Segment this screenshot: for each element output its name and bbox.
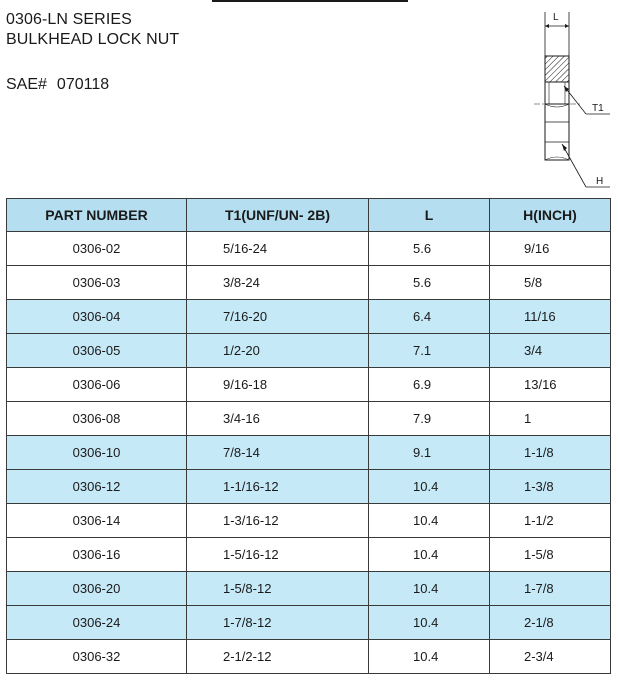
length-cell: 10.4	[369, 606, 490, 640]
hex-cell: 1-3/8	[490, 470, 611, 504]
hex-cell: 1-7/8	[490, 572, 611, 606]
length-cell: 10.4	[369, 640, 490, 674]
sae-number	[6, 75, 109, 95]
length-cell: 6.9	[369, 368, 490, 402]
table-row	[7, 504, 611, 538]
thread-cell: 1/2-20	[187, 334, 369, 368]
top-rule	[212, 0, 408, 2]
length-cell: 9.1	[369, 436, 490, 470]
part-number-cell: 0306-10	[7, 436, 187, 470]
series-title: 0306-LN SERIES	[6, 11, 132, 28]
page-title	[6, 10, 179, 50]
thread-cell: 5/16-24	[187, 232, 369, 266]
hex-cell: 13/16	[490, 368, 611, 402]
part-number-cell: 0306-32	[7, 640, 187, 674]
column-header-l: L	[369, 199, 490, 232]
sae-value: 070118	[56, 76, 110, 93]
sae-label: SAE#	[6, 76, 47, 93]
hex-cell: 1-1/8	[490, 436, 611, 470]
table-row	[7, 606, 611, 640]
part-number-cell: 0306-12	[7, 470, 187, 504]
thread-cell: 1-7/8-12	[187, 606, 369, 640]
table-row	[7, 368, 611, 402]
table-row	[7, 436, 611, 470]
table-row	[7, 232, 611, 266]
hex-cell: 5/8	[490, 266, 611, 300]
hex-cell: 2-3/4	[490, 640, 611, 674]
table-row	[7, 640, 611, 674]
table-header-row	[7, 199, 611, 232]
hex-cell: 11/16	[490, 300, 611, 334]
length-cell: 5.6	[369, 232, 490, 266]
thread-cell: 1-5/8-12	[187, 572, 369, 606]
lock-nut-drawing	[520, 4, 616, 190]
thread-cell: 1-5/16-12	[187, 538, 369, 572]
part-number-cell: 0306-08	[7, 402, 187, 436]
hex-cell: 1-1/2	[490, 504, 611, 538]
part-number-cell: 0306-02	[7, 232, 187, 266]
thread-cell: 1-1/16-12	[187, 470, 369, 504]
part-number-cell: 0306-24	[7, 606, 187, 640]
table-row	[7, 334, 611, 368]
thread-cell: 3/4-16	[187, 402, 369, 436]
part-number-cell: 0306-04	[7, 300, 187, 334]
column-header-part-number: PART NUMBER	[7, 199, 187, 232]
dimension-label-t1: T1	[592, 103, 604, 114]
part-number-cell: 0306-20	[7, 572, 187, 606]
part-number-cell: 0306-06	[7, 368, 187, 402]
column-header-t1: T1(UNF/UN- 2B)	[187, 199, 369, 232]
table-row	[7, 538, 611, 572]
table-row	[7, 470, 611, 504]
hex-cell: 9/16	[490, 232, 611, 266]
hex-cell: 1-5/8	[490, 538, 611, 572]
table-row	[7, 300, 611, 334]
thread-cell: 2-1/2-12	[187, 640, 369, 674]
column-header-h: H(INCH)	[490, 199, 611, 232]
hex-cell: 1	[490, 402, 611, 436]
length-cell: 7.9	[369, 402, 490, 436]
length-cell: 10.4	[369, 504, 490, 538]
table-row	[7, 572, 611, 606]
dimension-label-h: H	[596, 176, 604, 187]
thread-cell: 3/8-24	[187, 266, 369, 300]
table-row	[7, 402, 611, 436]
length-cell: 10.4	[369, 538, 490, 572]
part-number-cell: 0306-05	[7, 334, 187, 368]
thread-cell: 7/16-20	[187, 300, 369, 334]
part-number-cell: 0306-14	[7, 504, 187, 538]
length-cell: 10.4	[369, 470, 490, 504]
table-row	[7, 266, 611, 300]
hex-cell: 2-1/8	[490, 606, 611, 640]
product-name: BULKHEAD LOCK NUT	[6, 31, 180, 48]
length-cell: 7.1	[369, 334, 490, 368]
spec-table	[6, 198, 611, 674]
thread-cell: 7/8-14	[187, 436, 369, 470]
part-number-cell: 0306-16	[7, 538, 187, 572]
thread-cell: 1-3/16-12	[187, 504, 369, 538]
hex-cell: 3/4	[490, 334, 611, 368]
length-cell: 5.6	[369, 266, 490, 300]
dimension-label-l: L	[553, 12, 559, 23]
length-cell: 6.4	[369, 300, 490, 334]
part-number-cell: 0306-03	[7, 266, 187, 300]
length-cell: 10.4	[369, 572, 490, 606]
thread-cell: 9/16-18	[187, 368, 369, 402]
